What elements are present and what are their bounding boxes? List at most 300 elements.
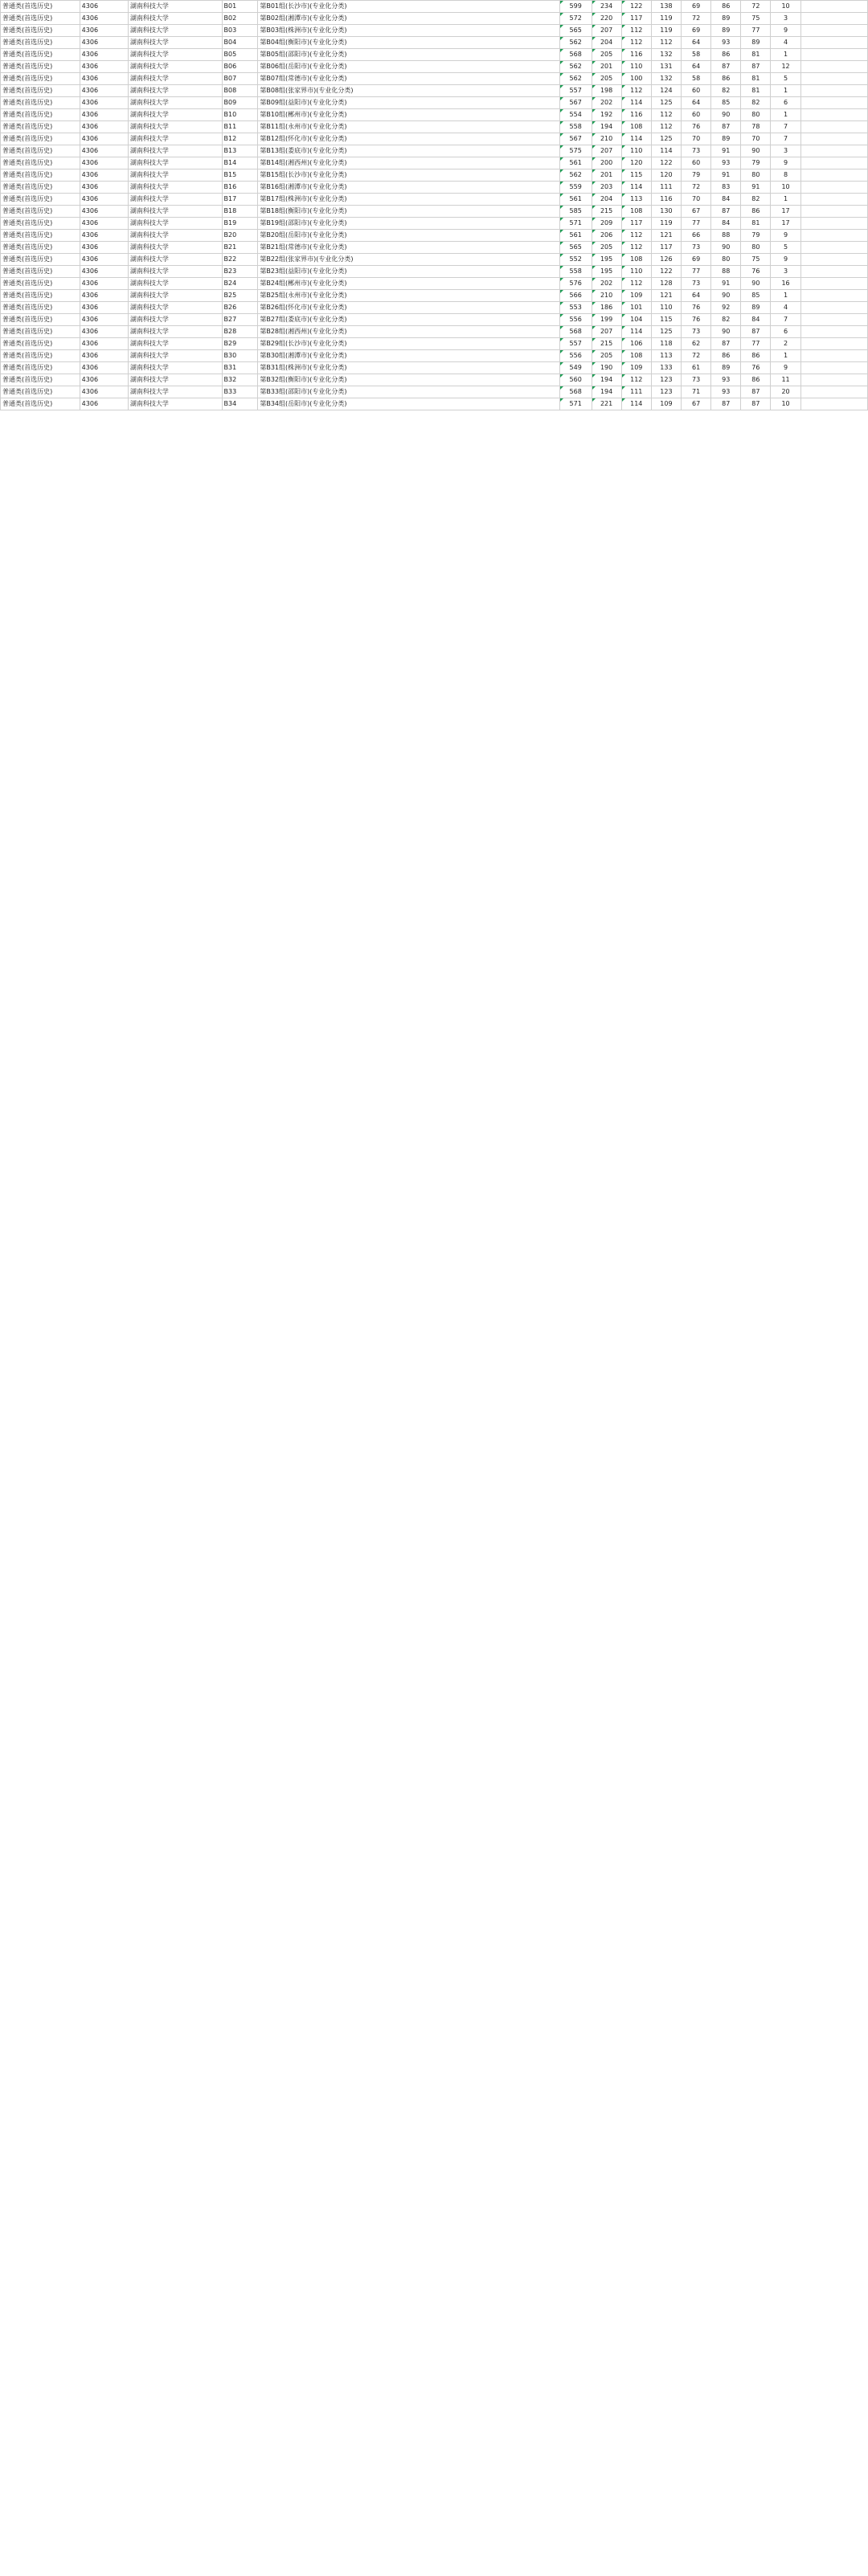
table-cell[interactable]: 湖南科技大学 [128, 242, 222, 254]
table-cell[interactable]: 64 [682, 37, 711, 49]
table-cell[interactable]: 1 [771, 109, 800, 121]
table-cell[interactable]: B21 [222, 242, 258, 254]
table-cell[interactable]: 559 [559, 182, 592, 194]
table-cell[interactable]: 125 [651, 97, 681, 109]
table-cell[interactable]: 75 [741, 254, 771, 266]
table-cell[interactable]: 115 [621, 169, 651, 182]
table-cell[interactable]: 第B06组(岳阳市)(专业化分类) [258, 61, 559, 73]
table-cell[interactable]: 89 [711, 133, 741, 145]
table-cell[interactable]: 108 [621, 254, 651, 266]
table-cell[interactable]: 109 [621, 362, 651, 374]
table-cell[interactable]: 60 [682, 157, 711, 169]
table-cell[interactable]: 82 [711, 85, 741, 97]
table-cell[interactable]: 湖南科技大学 [128, 13, 222, 25]
table-cell[interactable]: 100 [621, 73, 651, 85]
table-cell[interactable]: 58 [682, 49, 711, 61]
table-cell[interactable]: 93 [711, 374, 741, 386]
table-cell[interactable]: 112 [621, 374, 651, 386]
table-cell[interactable] [800, 350, 867, 362]
table-cell[interactable]: 194 [592, 374, 621, 386]
table-cell[interactable] [800, 326, 867, 338]
table-cell[interactable]: 10 [771, 1, 800, 13]
table-cell[interactable]: 80 [741, 169, 771, 182]
table-cell[interactable]: 第B13组(娄底市)(专业化分类) [258, 145, 559, 157]
table-cell[interactable]: 第B25组(永州市)(专业化分类) [258, 290, 559, 302]
table-cell[interactable]: 568 [559, 386, 592, 398]
table-cell[interactable]: 第B23组(益阳市)(专业化分类) [258, 266, 559, 278]
table-cell[interactable]: 普通类(首选历史) [1, 266, 80, 278]
table-cell[interactable]: 4 [771, 37, 800, 49]
table-cell[interactable]: 73 [682, 145, 711, 157]
table-cell[interactable]: B10 [222, 109, 258, 121]
table-cell[interactable]: 122 [651, 157, 681, 169]
table-cell[interactable]: 82 [711, 314, 741, 326]
table-cell[interactable]: 普通类(首选历史) [1, 302, 80, 314]
table-cell[interactable]: 108 [621, 121, 651, 133]
table-cell[interactable]: 108 [621, 350, 651, 362]
table-cell[interactable]: 130 [651, 206, 681, 218]
table-cell[interactable]: 4306 [80, 182, 128, 194]
table-cell[interactable]: 90 [741, 278, 771, 290]
table-cell[interactable]: 4306 [80, 278, 128, 290]
table-cell[interactable]: 普通类(首选历史) [1, 314, 80, 326]
table-cell[interactable]: 88 [711, 266, 741, 278]
table-cell[interactable]: 湖南科技大学 [128, 254, 222, 266]
table-cell[interactable]: 第B09组(益阳市)(专业化分类) [258, 97, 559, 109]
table-cell[interactable]: 112 [621, 37, 651, 49]
table-cell[interactable]: B27 [222, 314, 258, 326]
table-cell[interactable]: 64 [682, 61, 711, 73]
table-cell[interactable]: 4306 [80, 85, 128, 97]
table-cell[interactable]: 湖南科技大学 [128, 218, 222, 230]
table-cell[interactable]: 9 [771, 25, 800, 37]
table-cell[interactable]: 湖南科技大学 [128, 386, 222, 398]
table-cell[interactable]: 568 [559, 326, 592, 338]
table-cell[interactable]: 4306 [80, 314, 128, 326]
table-cell[interactable]: B30 [222, 350, 258, 362]
table-cell[interactable]: 9 [771, 254, 800, 266]
table-cell[interactable]: 3 [771, 13, 800, 25]
table-cell[interactable]: 湖南科技大学 [128, 362, 222, 374]
table-cell[interactable]: 77 [682, 218, 711, 230]
table-cell[interactable]: 第B28组(湘西州)(专业化分类) [258, 326, 559, 338]
table-cell[interactable]: 119 [651, 13, 681, 25]
table-cell[interactable]: 84 [711, 194, 741, 206]
table-cell[interactable]: 568 [559, 49, 592, 61]
table-cell[interactable]: 71 [682, 386, 711, 398]
table-cell[interactable] [800, 133, 867, 145]
table-cell[interactable]: 205 [592, 73, 621, 85]
table-cell[interactable]: 132 [651, 73, 681, 85]
table-cell[interactable]: 湖南科技大学 [128, 278, 222, 290]
table-cell[interactable]: 第B15组(长沙市)(专业化分类) [258, 169, 559, 182]
table-cell[interactable]: 110 [621, 61, 651, 73]
table-cell[interactable]: 560 [559, 374, 592, 386]
table-cell[interactable]: 114 [651, 145, 681, 157]
table-cell[interactable]: 92 [711, 302, 741, 314]
table-cell[interactable]: B26 [222, 302, 258, 314]
table-cell[interactable]: 131 [651, 61, 681, 73]
table-cell[interactable]: B34 [222, 398, 258, 410]
table-cell[interactable]: 87 [711, 398, 741, 410]
table-cell[interactable]: 4306 [80, 254, 128, 266]
table-cell[interactable]: 普通类(首选历史) [1, 290, 80, 302]
table-cell[interactable]: 86 [711, 73, 741, 85]
table-cell[interactable] [800, 362, 867, 374]
table-cell[interactable]: 1 [771, 350, 800, 362]
table-cell[interactable]: 86 [711, 1, 741, 13]
table-cell[interactable]: 普通类(首选历史) [1, 145, 80, 157]
table-cell[interactable]: 85 [711, 97, 741, 109]
table-cell[interactable] [800, 218, 867, 230]
table-cell[interactable]: 558 [559, 121, 592, 133]
table-cell[interactable]: 112 [651, 37, 681, 49]
table-cell[interactable]: 4306 [80, 169, 128, 182]
table-cell[interactable]: 89 [741, 302, 771, 314]
table-cell[interactable]: 湖南科技大学 [128, 37, 222, 49]
table-cell[interactable]: 87 [741, 326, 771, 338]
table-cell[interactable]: B24 [222, 278, 258, 290]
table-cell[interactable]: 湖南科技大学 [128, 302, 222, 314]
table-cell[interactable]: 第B05组(邵阳市)(专业化分类) [258, 49, 559, 61]
table-cell[interactable]: 第B27组(娄底市)(专业化分类) [258, 314, 559, 326]
table-cell[interactable]: 205 [592, 350, 621, 362]
table-cell[interactable]: 122 [651, 266, 681, 278]
table-cell[interactable]: 4306 [80, 37, 128, 49]
table-cell[interactable]: 64 [682, 97, 711, 109]
table-cell[interactable]: 第B34组(岳阳市)(专业化分类) [258, 398, 559, 410]
table-cell[interactable]: 普通类(首选历史) [1, 350, 80, 362]
table-cell[interactable]: B02 [222, 13, 258, 25]
table-cell[interactable]: 84 [711, 218, 741, 230]
table-cell[interactable]: 114 [621, 97, 651, 109]
table-cell[interactable]: 116 [621, 49, 651, 61]
table-cell[interactable]: 562 [559, 73, 592, 85]
table-cell[interactable]: 4306 [80, 1, 128, 13]
table-cell[interactable]: 62 [682, 338, 711, 350]
table-cell[interactable]: 湖南科技大学 [128, 266, 222, 278]
table-cell[interactable]: 194 [592, 121, 621, 133]
table-cell[interactable]: 5 [771, 73, 800, 85]
table-cell[interactable]: 79 [682, 169, 711, 182]
table-cell[interactable]: 第B33组(邵阳市)(专业化分类) [258, 386, 559, 398]
table-cell[interactable]: 4306 [80, 362, 128, 374]
table-cell[interactable]: 195 [592, 266, 621, 278]
table-cell[interactable]: 84 [741, 314, 771, 326]
table-cell[interactable]: 122 [621, 1, 651, 13]
table-cell[interactable]: 第B01组(长沙市)(专业化分类) [258, 1, 559, 13]
table-cell[interactable]: 普通类(首选历史) [1, 242, 80, 254]
table-cell[interactable] [800, 290, 867, 302]
table-cell[interactable]: 第B03组(株洲市)(专业化分类) [258, 25, 559, 37]
table-cell[interactable]: 576 [559, 278, 592, 290]
table-cell[interactable]: 215 [592, 338, 621, 350]
table-cell[interactable]: 553 [559, 302, 592, 314]
table-cell[interactable]: 湖南科技大学 [128, 145, 222, 157]
table-cell[interactable]: B33 [222, 386, 258, 398]
table-cell[interactable]: 73 [682, 242, 711, 254]
table-cell[interactable]: 64 [682, 290, 711, 302]
table-cell[interactable]: 76 [741, 266, 771, 278]
table-cell[interactable]: 205 [592, 49, 621, 61]
table-cell[interactable] [800, 266, 867, 278]
table-cell[interactable]: 第B19组(邵阳市)(专业化分类) [258, 218, 559, 230]
table-cell[interactable]: 普通类(首选历史) [1, 362, 80, 374]
table-cell[interactable]: 87 [711, 61, 741, 73]
table-cell[interactable]: 113 [651, 350, 681, 362]
table-cell[interactable]: B11 [222, 121, 258, 133]
table-cell[interactable]: 114 [621, 133, 651, 145]
table-cell[interactable]: B28 [222, 326, 258, 338]
table-cell[interactable]: 126 [651, 254, 681, 266]
table-cell[interactable]: 195 [592, 254, 621, 266]
table-cell[interactable]: 第B20组(岳阳市)(专业化分类) [258, 230, 559, 242]
table-cell[interactable]: 112 [621, 230, 651, 242]
table-cell[interactable]: 11 [771, 374, 800, 386]
table-cell[interactable]: 91 [741, 182, 771, 194]
table-cell[interactable]: 91 [711, 145, 741, 157]
table-cell[interactable]: 209 [592, 218, 621, 230]
table-cell[interactable]: 湖南科技大学 [128, 133, 222, 145]
table-cell[interactable]: 湖南科技大学 [128, 85, 222, 97]
table-cell[interactable]: 561 [559, 230, 592, 242]
table-cell[interactable]: 普通类(首选历史) [1, 206, 80, 218]
table-cell[interactable]: 90 [711, 290, 741, 302]
table-cell[interactable]: 112 [621, 85, 651, 97]
table-cell[interactable]: 第B21组(常德市)(专业化分类) [258, 242, 559, 254]
table-cell[interactable]: 81 [741, 85, 771, 97]
table-cell[interactable]: 普通类(首选历史) [1, 49, 80, 61]
table-cell[interactable]: 108 [621, 206, 651, 218]
table-cell[interactable]: 81 [741, 49, 771, 61]
table-cell[interactable]: 4306 [80, 25, 128, 37]
table-cell[interactable]: 110 [621, 145, 651, 157]
table-cell[interactable] [800, 1, 867, 13]
table-cell[interactable]: 湖南科技大学 [128, 25, 222, 37]
table-cell[interactable] [800, 386, 867, 398]
table-cell[interactable]: 4306 [80, 350, 128, 362]
table-cell[interactable]: 112 [621, 242, 651, 254]
table-cell[interactable]: 79 [741, 230, 771, 242]
table-cell[interactable]: 76 [682, 314, 711, 326]
table-cell[interactable]: 124 [651, 85, 681, 97]
table-cell[interactable]: 4306 [80, 218, 128, 230]
table-cell[interactable]: 112 [621, 278, 651, 290]
table-cell[interactable]: 572 [559, 13, 592, 25]
table-cell[interactable]: 109 [651, 398, 681, 410]
table-cell[interactable]: 普通类(首选历史) [1, 230, 80, 242]
table-cell[interactable]: 3 [771, 145, 800, 157]
table-cell[interactable] [800, 109, 867, 121]
table-cell[interactable]: 77 [682, 266, 711, 278]
table-cell[interactable]: 4306 [80, 145, 128, 157]
table-cell[interactable]: 115 [651, 314, 681, 326]
table-cell[interactable]: 第B31组(株洲市)(专业化分类) [258, 362, 559, 374]
table-cell[interactable] [800, 157, 867, 169]
table-cell[interactable]: 565 [559, 25, 592, 37]
table-cell[interactable]: 第B16组(湘潭市)(专业化分类) [258, 182, 559, 194]
table-cell[interactable]: 69 [682, 1, 711, 13]
table-cell[interactable]: 205 [592, 242, 621, 254]
table-cell[interactable]: 557 [559, 85, 592, 97]
table-cell[interactable]: 湖南科技大学 [128, 326, 222, 338]
table-cell[interactable]: 561 [559, 194, 592, 206]
table-cell[interactable]: 90 [711, 242, 741, 254]
table-cell[interactable]: 3 [771, 266, 800, 278]
table-cell[interactable] [800, 13, 867, 25]
table-cell[interactable]: 9 [771, 230, 800, 242]
table-cell[interactable]: 4306 [80, 206, 128, 218]
table-cell[interactable]: B23 [222, 266, 258, 278]
table-cell[interactable]: 4306 [80, 302, 128, 314]
table-cell[interactable]: 4306 [80, 133, 128, 145]
table-cell[interactable]: 湖南科技大学 [128, 350, 222, 362]
table-cell[interactable]: 575 [559, 145, 592, 157]
table-cell[interactable]: 60 [682, 85, 711, 97]
table-cell[interactable]: 91 [711, 278, 741, 290]
table-cell[interactable]: 湖南科技大学 [128, 230, 222, 242]
table-cell[interactable]: 普通类(首选历史) [1, 1, 80, 13]
table-cell[interactable]: 120 [651, 169, 681, 182]
table-cell[interactable]: 114 [621, 398, 651, 410]
table-cell[interactable]: 76 [682, 302, 711, 314]
table-cell[interactable]: 571 [559, 398, 592, 410]
table-cell[interactable]: 114 [621, 326, 651, 338]
table-cell[interactable]: 普通类(首选历史) [1, 398, 80, 410]
table-cell[interactable]: 4306 [80, 49, 128, 61]
table-cell[interactable]: 87 [741, 386, 771, 398]
table-cell[interactable] [800, 230, 867, 242]
table-cell[interactable]: 118 [651, 338, 681, 350]
table-cell[interactable] [800, 278, 867, 290]
table-cell[interactable]: 207 [592, 145, 621, 157]
table-cell[interactable]: 20 [771, 386, 800, 398]
table-cell[interactable]: 101 [621, 302, 651, 314]
table-cell[interactable] [800, 73, 867, 85]
table-cell[interactable]: 89 [741, 37, 771, 49]
table-cell[interactable]: B25 [222, 290, 258, 302]
table-cell[interactable]: 6 [771, 97, 800, 109]
table-cell[interactable]: 8 [771, 169, 800, 182]
table-cell[interactable]: 113 [621, 194, 651, 206]
table-cell[interactable]: 220 [592, 13, 621, 25]
table-cell[interactable]: 202 [592, 278, 621, 290]
table-cell[interactable]: 81 [741, 73, 771, 85]
table-cell[interactable]: B22 [222, 254, 258, 266]
table-cell[interactable]: 89 [711, 362, 741, 374]
table-cell[interactable]: 201 [592, 61, 621, 73]
table-cell[interactable]: 82 [741, 194, 771, 206]
table-cell[interactable]: 4306 [80, 109, 128, 121]
table-cell[interactable]: 4306 [80, 386, 128, 398]
table-cell[interactable]: 210 [592, 290, 621, 302]
table-cell[interactable]: 69 [682, 254, 711, 266]
table-cell[interactable]: 91 [711, 169, 741, 182]
table-cell[interactable]: 204 [592, 194, 621, 206]
table-cell[interactable]: 86 [711, 49, 741, 61]
table-cell[interactable] [800, 206, 867, 218]
table-cell[interactable]: 普通类(首选历史) [1, 25, 80, 37]
table-cell[interactable]: 湖南科技大学 [128, 169, 222, 182]
table-cell[interactable]: 190 [592, 362, 621, 374]
table-cell[interactable]: 湖南科技大学 [128, 157, 222, 169]
table-cell[interactable]: 第B30组(湘潭市)(专业化分类) [258, 350, 559, 362]
table-cell[interactable]: 192 [592, 109, 621, 121]
table-cell[interactable]: 7 [771, 133, 800, 145]
table-cell[interactable] [800, 338, 867, 350]
table-cell[interactable]: 599 [559, 1, 592, 13]
table-cell[interactable]: 203 [592, 182, 621, 194]
table-cell[interactable]: B01 [222, 1, 258, 13]
table-cell[interactable] [800, 398, 867, 410]
table-cell[interactable]: 206 [592, 230, 621, 242]
table-cell[interactable]: 73 [682, 326, 711, 338]
table-cell[interactable]: 116 [621, 109, 651, 121]
table-cell[interactable]: 557 [559, 338, 592, 350]
table-cell[interactable]: 普通类(首选历史) [1, 109, 80, 121]
table-cell[interactable]: 70 [741, 133, 771, 145]
table-cell[interactable]: 2 [771, 338, 800, 350]
table-cell[interactable]: 199 [592, 314, 621, 326]
table-cell[interactable]: 82 [741, 97, 771, 109]
table-cell[interactable]: 湖南科技大学 [128, 182, 222, 194]
table-cell[interactable] [800, 37, 867, 49]
table-cell[interactable]: 558 [559, 266, 592, 278]
table-cell[interactable]: 普通类(首选历史) [1, 386, 80, 398]
table-cell[interactable]: 109 [621, 290, 651, 302]
table-cell[interactable]: 普通类(首选历史) [1, 278, 80, 290]
table-cell[interactable]: 561 [559, 157, 592, 169]
table-cell[interactable]: 第B07组(常德市)(专业化分类) [258, 73, 559, 85]
table-cell[interactable]: 普通类(首选历史) [1, 73, 80, 85]
table-cell[interactable]: 567 [559, 97, 592, 109]
table-cell[interactable]: 17 [771, 218, 800, 230]
table-cell[interactable]: 81 [741, 218, 771, 230]
table-cell[interactable]: 普通类(首选历史) [1, 218, 80, 230]
table-cell[interactable]: 86 [711, 350, 741, 362]
table-cell[interactable]: 110 [651, 302, 681, 314]
table-cell[interactable]: 76 [741, 362, 771, 374]
table-cell[interactable]: B08 [222, 85, 258, 97]
table-cell[interactable]: 61 [682, 362, 711, 374]
table-cell[interactable] [800, 145, 867, 157]
table-cell[interactable]: B20 [222, 230, 258, 242]
table-cell[interactable]: B04 [222, 37, 258, 49]
table-cell[interactable]: 117 [621, 13, 651, 25]
table-cell[interactable]: 186 [592, 302, 621, 314]
table-cell[interactable]: 10 [771, 398, 800, 410]
table-cell[interactable] [800, 374, 867, 386]
table-cell[interactable]: 1 [771, 290, 800, 302]
table-cell[interactable]: 138 [651, 1, 681, 13]
table-cell[interactable]: 第B32组(衡阳市)(专业化分类) [258, 374, 559, 386]
table-cell[interactable]: 116 [651, 194, 681, 206]
table-cell[interactable]: 80 [741, 242, 771, 254]
table-cell[interactable]: B09 [222, 97, 258, 109]
table-cell[interactable]: 77 [741, 338, 771, 350]
table-cell[interactable] [800, 254, 867, 266]
table-cell[interactable]: 湖南科技大学 [128, 97, 222, 109]
table-cell[interactable]: 132 [651, 49, 681, 61]
table-cell[interactable]: 85 [741, 290, 771, 302]
table-cell[interactable]: 普通类(首选历史) [1, 326, 80, 338]
table-cell[interactable]: 7 [771, 121, 800, 133]
table-cell[interactable]: 128 [651, 278, 681, 290]
table-cell[interactable]: 76 [682, 121, 711, 133]
table-cell[interactable]: 湖南科技大学 [128, 121, 222, 133]
table-cell[interactable]: 9 [771, 362, 800, 374]
table-cell[interactable]: B19 [222, 218, 258, 230]
